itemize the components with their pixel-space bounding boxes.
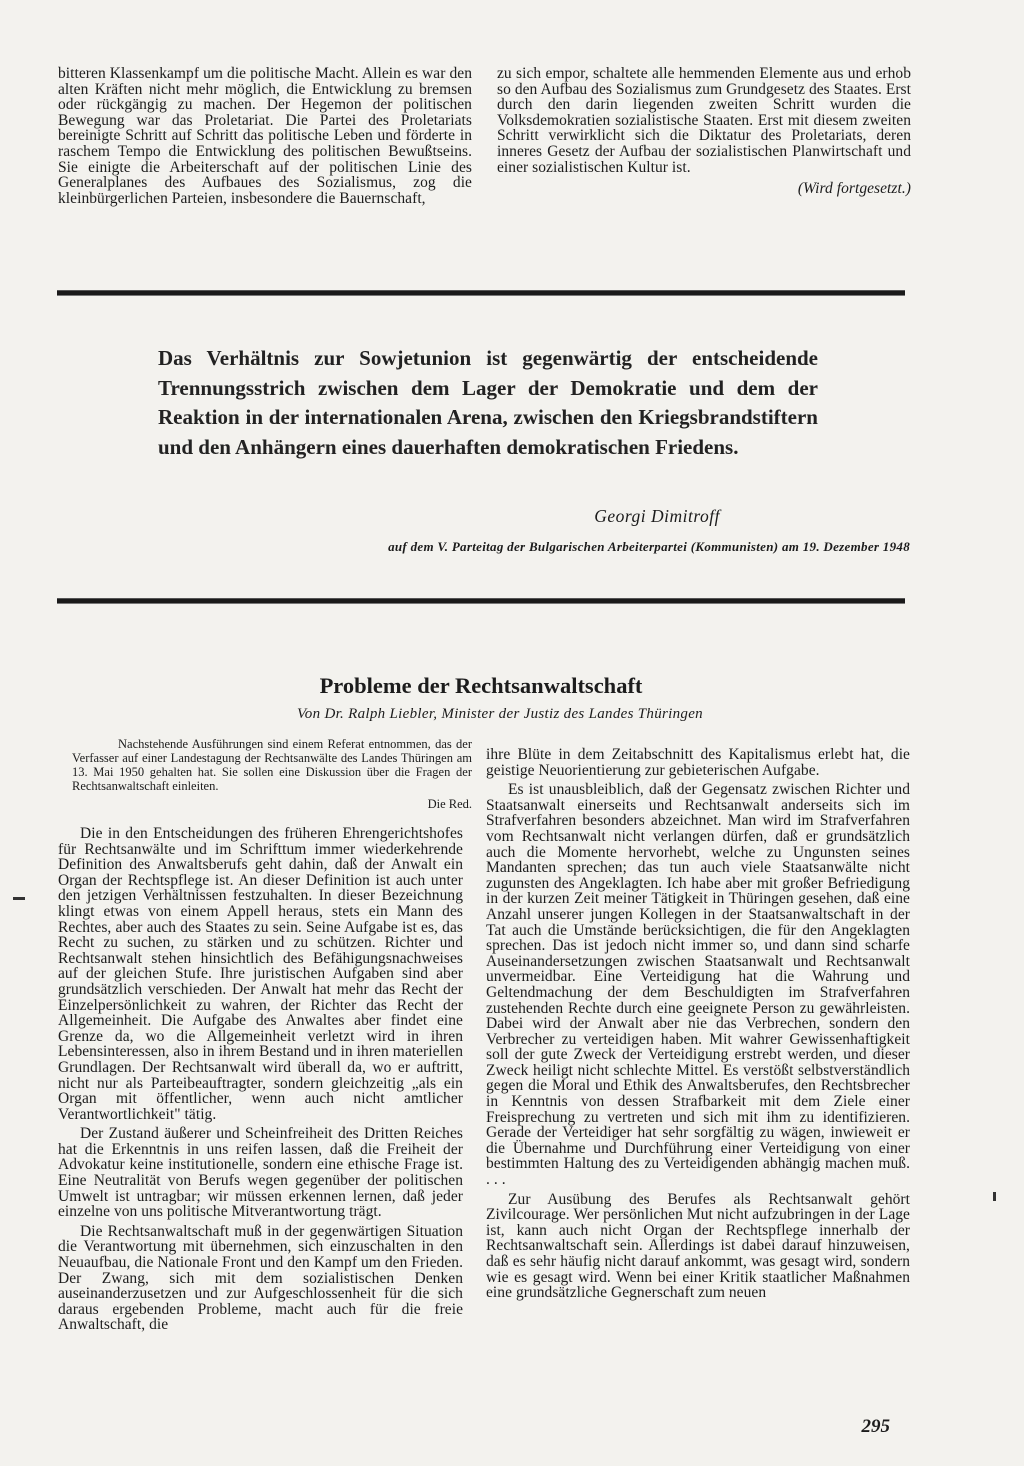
scan-mark	[993, 1192, 996, 1201]
page-number: 295	[861, 1416, 890, 1437]
body-paragraph: Die Rechtsanwaltschaft muß in der gegenwärtigen Situation die Verantwortung mit übernehmen, sich einzuschalten in den Neuaufbau, die Nationale Front und den Kampf um den Frieden. Der Zwang, sich mit dem sozialistischen Denken auseinanderzusetzen und zur Aufgeschlossenheit für die sich daraus ergebenden Probleme, macht auch für die freie Anwaltschaft, die	[58, 1222, 463, 1334]
separator-rule-bottom	[57, 598, 905, 604]
intro-signature: Die Red.	[427, 797, 472, 811]
continuation-column-right	[497, 66, 911, 197]
quotation-text: Das Verhältnis zur Sowjetunion ist gegenwärtig der entscheidende Trennungsstrich zwischen dem Lager der Demokratie und dem der Reaktion in der internationalen Arena, zwischen den Kriegsbrandstiftern und den Anhängern eines dauerhaften demokratischen Friedens.	[158, 346, 818, 459]
body-paragraph: bitteren Klassenkampf um die politische Macht. Allein es war den alten Kräften nicht mehr möglich, die Entwicklung zu bremsen oder rückgängig zu machen. Der Hegemon der politischen Bewegung war das Proletariat. Die Partei des Proletariats bereinigte Schritt auf Schritt das politische Leben und förderte in raschem Tempo die Entwicklung des politischen Bewußtseins. Sie einigte die Arbeiterschaft auf der politischen Linie des Generalplanes des Aufbaues des Sozialismus, zog die kleinbürgerlichen Parteien, insbesondere die Bauernschaft,	[58, 65, 472, 207]
body-paragraph: zu sich empor, schaltete alle hemmenden Elemente aus und erhob so den Aufbau des Sozialismus zum Grundgesetz des Staates. Erst durch den darin liegenden zweiten Schritt wurden die Volksdemokratien sozialistische Staaten. Erst mit diesem zweiten Schritt verwirklicht sich die Diktatur des Proletariats, deren inneres Gesetz der Aufbau der sozialistischen Planwirtschaft und einer sozialistischen Kultur ist.	[497, 65, 911, 176]
body-paragraph: ihre Blüte in dem Zeitabschnitt des Kapitalismus erlebt hat, die geistige Neuorientierung zur gebieterischen Aufgabe.	[486, 746, 910, 779]
body-paragraph: Der Zustand äußerer und Scheinfreiheit des Dritten Reiches hat die Erkenntnis in uns reifen lassen, daß die Freiheit der Advokatur keine institutionelle, sondern eine ethische Frage ist. Eine Neutralität von Berufs wegen gegenüber der politischen Umwelt ist untragbar; wir müssen erkennen lernen, daß jeder einzelne von uns politische Mitverantwortung trägt.	[58, 1125, 463, 1221]
quotation-author: Georgi Dimitroff	[594, 506, 720, 526]
editorial-intro	[72, 737, 472, 811]
body-paragraph: Die in den Entscheidungen des früheren Ehrengerichtshofes für Rechtsanwälte und im Schrifttum immer wiederkehrende Definition des Anwaltsberufs geht dahin, daß der Anwalt ein Organ der Rechtspflege ist. An dieser Definition ist auch unter den jetzigen Verhältnissen festzuhalten. In dieser Bezeichnung klingt etwas von einem Appell heraus, stets ein Mann des Rechtes, aber auch des Staates zu sein. Seine Aufgabe ist es, das Recht zu suchen, zu stärken und zu schützen. Richter und Rechtsanwalt stehen hinsichtlich des Befähigungsnachweises auf der gleichen Stufe. Ihre juristischen Aufgaben sind aber grundsätzlich verschieden. Der Anwalt hat mehr das Recht der Einzelpersönlichkeit zu wahren, der Richter das Recht der Allgemeinheit. Die Aufgabe des Anwaltes aber findet eine Grenze da, wo die Allgemeinheit verletzt wird in ihren Lebensinteressen, also in ihrem Bestand und in ihren materiellen Grundlagen. Der Rechtsanwalt wird überall da, wo er auftritt, nicht nur als Parteibeauftragter, sondern gleichzeitig „als ein Organ mit öffentlicher, wenn auch nicht amtlicher Verantwortlichkeit" tätig.	[58, 825, 463, 1123]
continuation-column-left	[58, 66, 472, 206]
article-column-left	[58, 826, 463, 1333]
quotation-source: auf dem V. Parteitag der Bulgarischen Arbeiterpartei (Kommunisten) am 19. Dezember 1948	[388, 539, 910, 554]
article-title: Probleme der Rechtsanwaltschaft	[319, 673, 643, 698]
continued-note: (Wird fortgesetzt.)	[797, 180, 911, 198]
intro-text: Nachstehende Ausführungen sind einem Referat entnommen, das der Verfasser auf einer Landestagung der Rechtsanwälte des Landes Thüringen am 13. Mai 1950 gehalten hat. Sie sollen eine Diskussion über die Fragen der Rechtsanwaltschaft einleiten.	[72, 737, 472, 793]
body-paragraph: Es ist unausbleiblich, daß der Gegensatz zwischen Richter und Staatsanwalt einerseits und Rechtsanwalt anderseits sich im Strafverfahren besonders abzeichnet. Man wird im Strafverfahren vom Rechtsanwalt nicht verlangen dürfen, daß er grundsätzlich auch die Momente hervorhebt, welche zu Ungunsten seines Mandanten sprechen; das tun auch viele Staatsanwälte nicht zugunsten des Angeklagten. Ich habe aber mit großer Befriedigung in der kurzen Zeit meiner Tätigkeit in Thüringen gesehen, daß eine Anzahl unserer jungen Kollegen in der Staatsanwaltschaft in der Tat auch die Umstände berücksichtigen, die für den Angeklagten sprechen. Das ist jedoch nicht immer so, und dann sind scharfe Auseinandersetzungen zwischen Staatsanwalt und Rechtsanwalt unvermeidbar. Eine Verteidigung hat die Wahrung und Geltendmachung der dem Beschuldigten im Strafverfahren zustehenden Rechte durch eine geeignete Person zu gewährleisten. Dabei wird der Anwalt aber nie das Verbrechen, sondern den Verbrecher zu verteidigen haben. Mit wahrer Gewissenhaftigkeit soll der gute Zweck der Verteidigung erstrebt werden, und dieser Zweck heiligt nicht schlechte Mittel. Es verstößt selbstverständlich gegen die Moral und Ethik des Anwaltsberufes, den Rechtsbrecher in Kenntnis von dessen Strafbarkeit mit dem Ziele einer Freisprechung zu vertreten und sich mit ihm zu identifizieren. Gerade der Verteidiger hat sehr sorgfältig zu wägen, inwieweit er die Übernahme und Durchführung einer Verteidigung von einer bestimmten Haltung des zu Verteidigenden abhängig machen muß. . . .	[486, 781, 910, 1189]
separator-rule-top	[57, 290, 905, 296]
article-column-right	[486, 747, 910, 1301]
article-byline: Von Dr. Ralph Liebler, Minister der Justiz des Landes Thüringen	[297, 706, 703, 722]
body-paragraph: Zur Ausübung des Berufes als Rechtsanwalt gehört Zivilcourage. Wer persönlichen Mut nicht aufzubringen in der Lage ist, kann auch nicht Organ der Rechtspflege innerhalb der Rechtsanwaltschaft sein. Allerdings ist dabei darauf hinzuweisen, daß es sehr häufig nicht darauf ankommt, was gesagt wird, sondern wie es gesagt wird. Wenn bei einer Kritik staatlicher Maßnahmen eine grundsätzliche Gegnerschaft zum neuen	[486, 1190, 910, 1302]
scan-mark	[13, 897, 25, 900]
